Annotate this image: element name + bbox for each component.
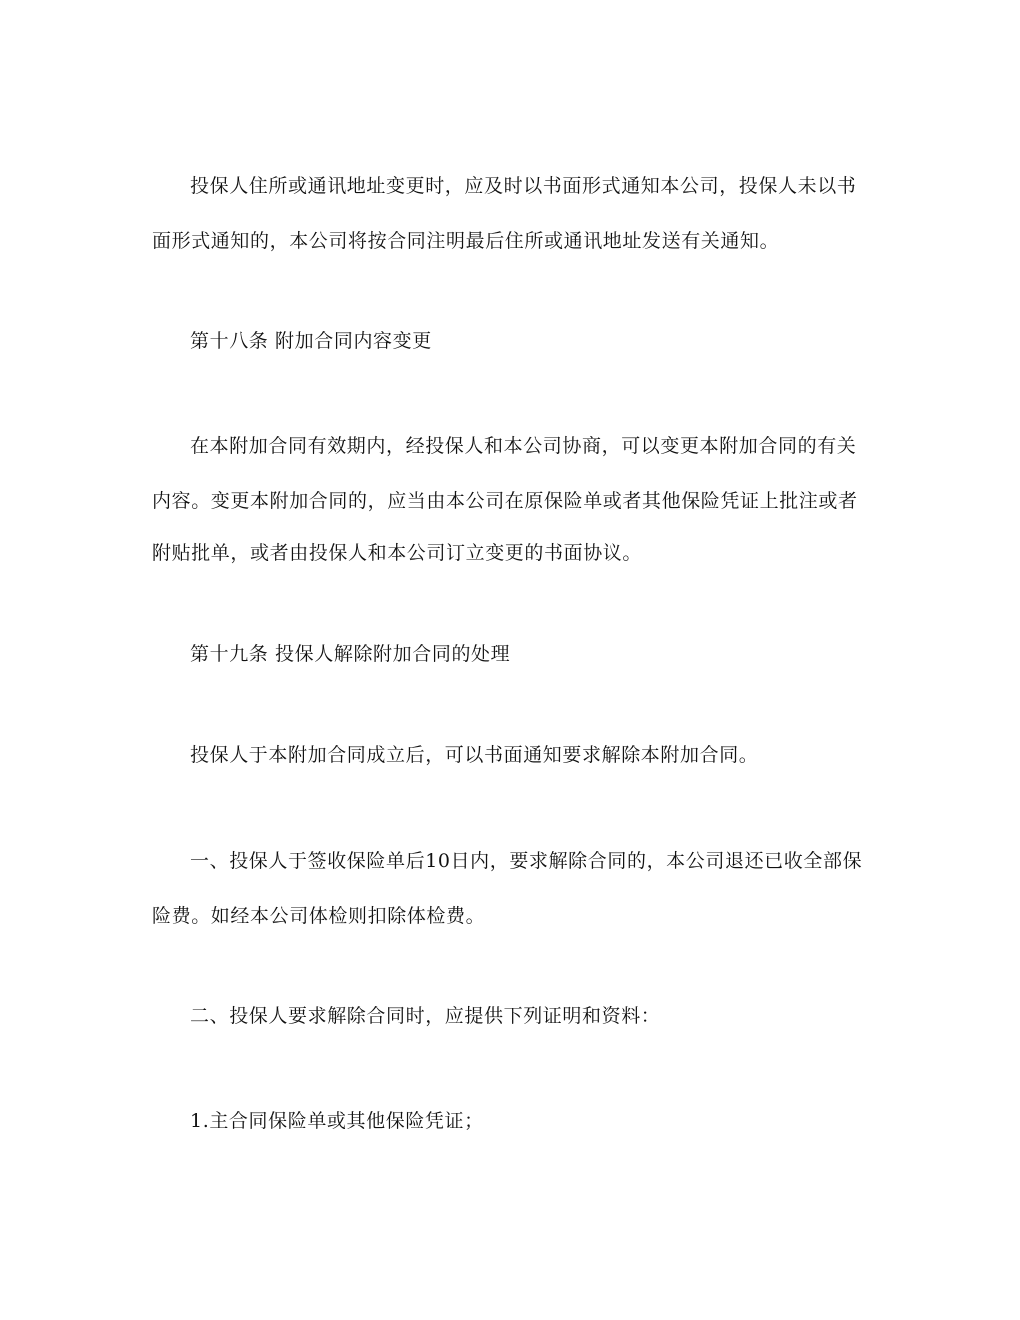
paragraph-content-change-line-1: 在本附加合同有效期内，经投保人和本公司协商，可以变更本附加合同的有关 — [190, 435, 857, 457]
list-item-1: 1.主合同保险单或其他保险凭证； — [190, 1110, 484, 1132]
article-18-heading: 第十八条 附加合同内容变更 — [190, 330, 432, 352]
article-19-heading: 第十九条 投保人解除附加合同的处理 — [190, 643, 511, 665]
paragraph-content-change-line-2: 内容。变更本附加合同的，应当由本公司在原保险单或者其他保险凭证上批注或者 — [152, 490, 858, 512]
paragraph-address-change-line-1: 投保人住所或通讯地址变更时，应及时以书面形式通知本公司，投保人未以书 — [190, 175, 857, 197]
paragraph-content-change-line-3: 附贴批单，或者由投保人和本公司订立变更的书面协议。 — [152, 542, 643, 564]
clause-one-line-1: 一、投保人于签收保险单后10日内，要求解除合同的，本公司退还已收全部保 — [190, 850, 863, 872]
paragraph-termination-notice: 投保人于本附加合同成立后，可以书面通知要求解除本附加合同。 — [190, 744, 759, 766]
clause-two: 二、投保人要求解除合同时，应提供下列证明和资料： — [190, 1005, 661, 1027]
paragraph-address-change-line-2: 面形式通知的，本公司将按合同注明最后住所或通讯地址发送有关通知。 — [152, 230, 780, 252]
clause-one-line-2: 险费。如经本公司体检则扣除体检费。 — [152, 905, 486, 927]
